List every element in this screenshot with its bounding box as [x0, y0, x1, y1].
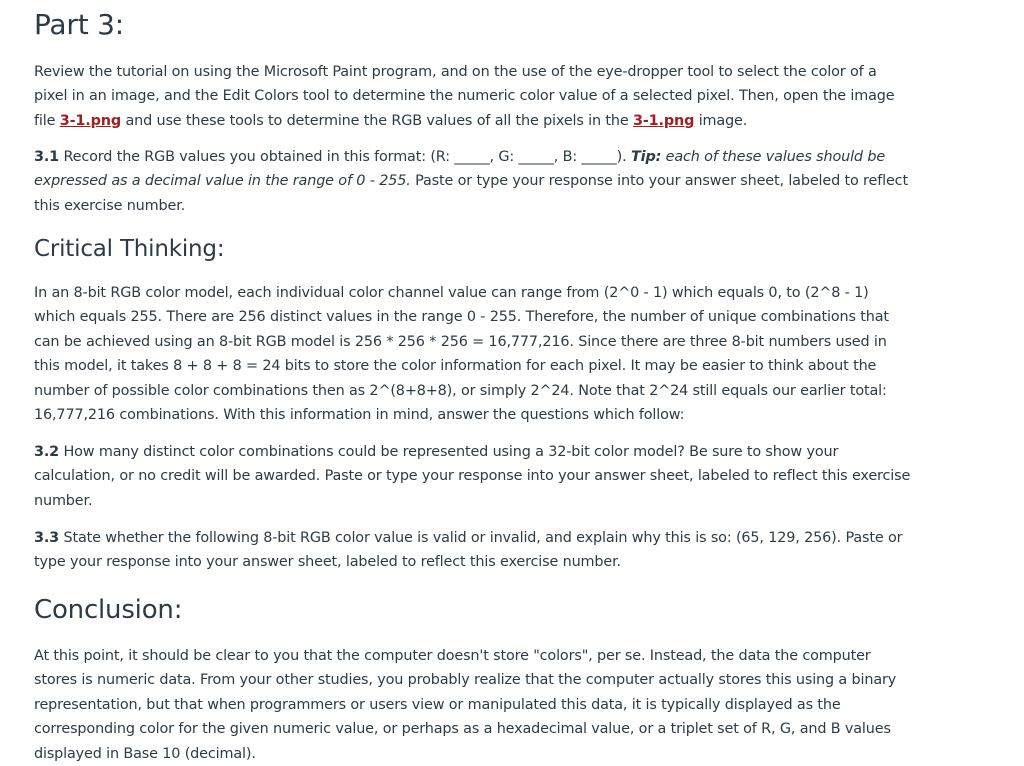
exercise-3-1-paragraph	[34, 145, 914, 218]
tip-label: Tip:	[631, 149, 662, 165]
part3-intro-paragraph	[34, 60, 914, 133]
exercise-number-3-3: 3.3	[34, 530, 60, 546]
conclusion-paragraph: At this point, it should be clear to you that the computer doesn't store "colors", per se. Instead, the data the computer stores is numeric data. From your other studies, you probably realize that the computer actually stores this using a binary representation, but that when programmers or users view or manipulated this data, it is typically displayed as the corresponding color for the given numeric value, or perhaps as a hexadecimal value, or a triplet set of R, G, and B values displayed in Base 10 (decimal).	[34, 648, 897, 762]
exercise-3-3-text: State whether the following 8-bit RGB color value is valid or invalid, and explain why this is so: (65, 129, 256). Paste or type your response into your answer sheet, labeled to reflect this exercise number.	[34, 530, 903, 571]
tip-text: each of these values should be expressed as a decimal value in the range of 0 - 255.	[34, 149, 886, 190]
conclusion-heading: Conclusion:	[34, 595, 183, 625]
exercise-3-3-paragraph	[34, 526, 914, 575]
exercise-3-2-text: How many distinct color combinations could be represented using a 32-bit color model? Be sure to show your calculation, or no credit will be awarded. Paste or type your response into your answer sheet, labeled to reflect this exercise number.	[34, 444, 911, 509]
critical-thinking-heading: Critical Thinking:	[34, 236, 225, 262]
exercise-3-1-instructions: Paste or type your response into your answer sheet, labeled to reflect this exercise number.	[34, 173, 908, 214]
exercise-number-3-2: 3.2	[34, 444, 60, 460]
exercise-number-3-1: 3.1	[34, 149, 60, 165]
exercise-3-2-paragraph	[34, 440, 914, 513]
intro-text-3: image.	[694, 112, 748, 129]
file-link-3-1-png-second[interactable]: 3-1.png	[633, 112, 695, 129]
file-link-3-1-png[interactable]: 3-1.png	[59, 112, 122, 129]
intro-text-2: and use these tools to determine the RGB values of all the pixels in the	[121, 112, 633, 129]
intro-text-1: Review the tutorial on using the Microsoft Paint program, and on the use of the eye-dropper tool to select the color of a pixel in an image, and the Edit Colors tool to determine the numeric color value of a selected pixel. Then, open the image file	[34, 64, 895, 129]
critical-thinking-paragraph: In an 8-bit RGB color model, each individual color channel value can range from (2^0 - 1) which equals 0, to (2^8 - 1) which equals 255. There are 256 distinct values in the range 0 - 255. Therefore, the number of unique combinations that can be achieved using an 8-bit RGB model is 256 * 256 * 256 = 16,777,216. Since there are three 8-bit numbers used in this model, it takes 8 + 8 + 8 = 24 bits to store the color information for each pixel. It may be easier to think about the number of possible color combinations then as 2^(8+8+8), or simply 2^24. Note that 2^24 still equals our earlier total: 16,777,216 combinations. With this information in mind, answer the questions which follow:	[34, 285, 889, 424]
exercise-3-1-text: Record the RGB values you obtained in this format: (R: _____, G: _____, B: _____).	[59, 149, 631, 165]
part3-heading: Part 3:	[34, 8, 125, 41]
